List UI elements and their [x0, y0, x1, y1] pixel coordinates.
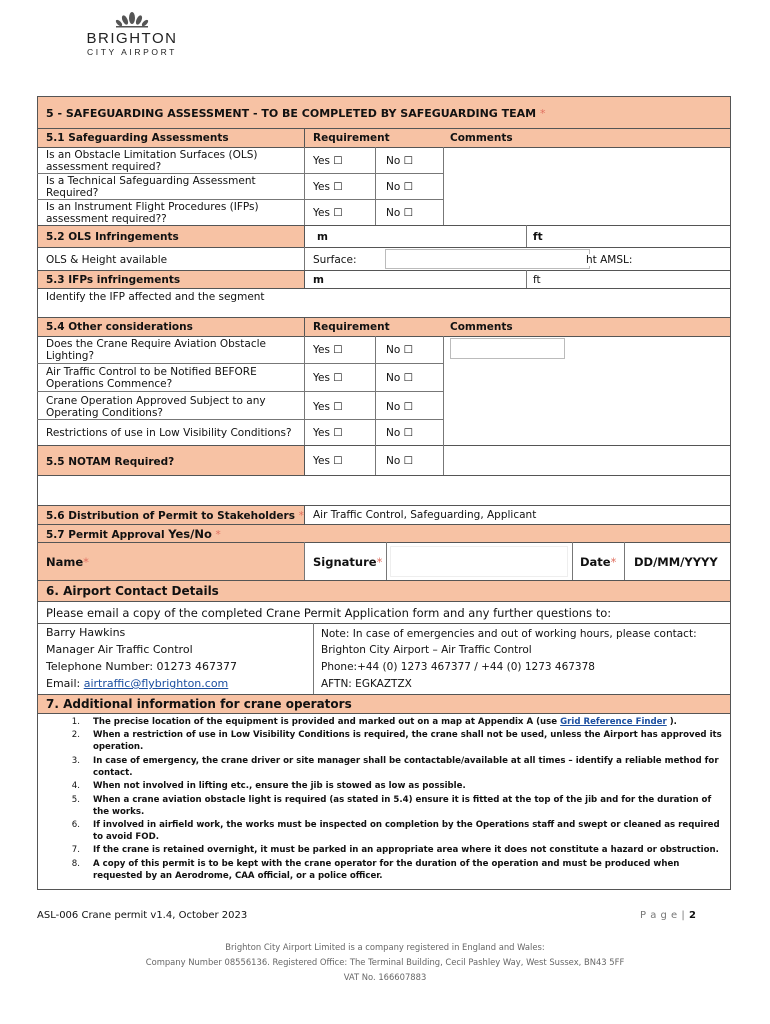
s57-signature-input[interactable]	[390, 546, 568, 577]
s57-signature-label: Signature	[313, 555, 377, 569]
s57-date-label: Date	[580, 555, 611, 569]
s51-q2-yes[interactable]: Yes ☐	[313, 181, 343, 193]
logo-line1: BRIGHTON	[86, 30, 178, 47]
s54-q2-no[interactable]: No ☐	[386, 372, 414, 384]
emergency-org: Brighton City Airport – Air Traffic Control	[321, 644, 532, 656]
s51-q1: Is an Obstacle Limitation Surfaces (OLS) assessment required?	[46, 149, 258, 173]
s54-col-comments: Comments	[450, 321, 513, 333]
s57-date-value[interactable]: DD/MM/YYYY	[634, 555, 718, 569]
s54-q1: Does the Crane Require Aviation Obstacle Lighting?	[46, 338, 266, 362]
s55-yes[interactable]: Yes ☐	[313, 455, 343, 467]
company-line-1: Brighton City Airport Limited is a company registered in England and Wales:	[225, 942, 545, 952]
note-item: 8. A copy of this permit is to be kept with the crane operator for the duration of the operation and must be produced when requested by an Aerodrome, CAA official, or a police officer.	[71, 858, 680, 881]
blank-row	[37, 475, 731, 506]
s53-unit-m: m	[313, 274, 324, 286]
s51-q2-no[interactable]: No ☐	[386, 181, 414, 193]
s55-no[interactable]: No ☐	[386, 455, 414, 467]
s52-surface-label: Surface:	[313, 254, 357, 266]
s53-units-cell	[304, 270, 731, 289]
section5-header: 5 - SAFEGUARDING ASSESSMENT - TO BE COMPLETED BY SAFEGUARDING TEAM *	[37, 96, 731, 129]
s54-col-header-cell	[304, 317, 731, 337]
note-item: 4. When not involved in lifting etc., ensure the jib is stowed as low as possible.	[71, 781, 466, 792]
section5-title: 5 - SAFEGUARDING ASSESSMENT - TO BE COMPLETED BY SAFEGUARDING TEAM	[46, 107, 537, 120]
s54-q3: Crane Operation Approved Subject to any Operating Conditions?	[46, 395, 266, 419]
contact-role: Manager Air Traffic Control	[46, 643, 193, 656]
s51-col-comments: Comments	[450, 132, 513, 144]
section7-header	[37, 694, 731, 714]
s54-q4-no[interactable]: No ☐	[386, 427, 414, 439]
s55-heading-cell	[37, 445, 305, 476]
s55-heading: 5.5 NOTAM Required?	[46, 456, 175, 468]
section7-title: 7. Additional information for crane operators	[46, 697, 352, 711]
s54-q3-no[interactable]: No ☐	[386, 401, 414, 413]
s52-heading: 5.2 OLS Infringements	[46, 231, 179, 243]
s54-col-requirement: Requirement	[313, 321, 390, 333]
s51-q1-yes[interactable]: Yes ☐	[313, 155, 343, 167]
s52-surface-input[interactable]	[385, 249, 590, 269]
s52-row-label: OLS & Height available	[46, 254, 168, 266]
s55-answer-cell	[304, 445, 731, 476]
contact-email-label: Email:	[46, 677, 84, 690]
s53-row-label: Identify the IFP affected and the segment	[46, 291, 265, 303]
s51-q3-yes[interactable]: Yes ☐	[313, 207, 343, 219]
s51-col-requirement: Requirement	[313, 132, 390, 144]
airport-logo	[82, 12, 182, 57]
s53-unit-ft: ft	[533, 274, 541, 286]
section6-header	[37, 580, 731, 602]
s57-name-label: Name	[46, 555, 84, 569]
s51-heading: 5.1 Safeguarding Assessments	[46, 132, 229, 144]
company-line-2: Company Number 08556136. Registered Office: The Terminal Building, Cecil Pashley Way, West Sussex, BN43 5FF	[145, 957, 625, 967]
s56-heading: 5.6 Distribution of Permit to Stakeholders	[46, 510, 295, 522]
emergency-note: Note: In case of emergencies and out of working hours, please contact:	[321, 628, 697, 640]
s51-heading-cell	[37, 128, 305, 148]
logo-line2: CITY AIRPORT	[87, 47, 177, 57]
s53-heading: 5.3 IFPs infringements	[46, 274, 181, 286]
s54-q1-no[interactable]: No ☐	[386, 344, 414, 356]
s52-units-cell	[304, 225, 731, 248]
emergency-aftn: AFTN: EGKAZTZX	[321, 678, 412, 690]
s54-comments-input[interactable]	[450, 338, 565, 359]
s52-heading-cell	[37, 225, 305, 248]
crane-operator-notes	[64, 716, 726, 883]
s57-yesno: Yes/No	[168, 527, 212, 541]
s51-q1-no[interactable]: No ☐	[386, 155, 414, 167]
note-item: 1. The precise location of the equipment is provided and marked out on a map at Appendix A (use Grid Reference Finder ).	[71, 717, 677, 727]
s57-heading: 5.7 Permit Approval	[46, 529, 165, 541]
note-item: 3. In case of emergency, the crane driver or site manager shall be contactable/available at all times – identify a reliable method for contact.	[71, 755, 719, 778]
s54-q3-yes[interactable]: Yes ☐	[313, 401, 343, 413]
s56-value-cell	[304, 505, 731, 525]
s54-heading: 5.4 Other considerations	[46, 321, 193, 333]
note-item: 5. When a crane aviation obstacle light is required (as stated in 5.4) ensure it is fitted at the top of the jib and for the duration of the works.	[71, 794, 712, 817]
s57-heading-cell: 5.7 Permit Approval Yes/No *	[37, 524, 731, 543]
page-number: 2	[688, 910, 697, 921]
company-line-3: VAT No. 166607883	[343, 972, 427, 982]
s54-q4-yes[interactable]: Yes ☐	[313, 427, 343, 439]
grid-reference-finder-link[interactable]: Grid Reference Finder	[560, 717, 667, 727]
crown-icon	[110, 12, 154, 28]
contact-name: Barry Hawkins	[46, 626, 126, 639]
section6-intro-row	[37, 601, 731, 624]
s54-q2-yes[interactable]: Yes ☐	[313, 372, 343, 384]
s53-heading-cell	[37, 270, 305, 289]
emergency-phone: Phone:+44 (0) 1273 467377 / +44 (0) 1273 467378	[321, 661, 595, 673]
s51-q3: Is an Instrument Flight Procedures (IFPs) assessment required??	[46, 201, 259, 225]
s52-unit-ft: ft	[533, 231, 543, 243]
doc-reference: ASL-006 Crane permit v1.4, October 2023	[37, 910, 248, 921]
s51-col-header-cell	[304, 128, 731, 148]
s56-value: Air Traffic Control, Safeguarding, Applicant	[313, 509, 537, 521]
s51-q2: Is a Technical Safeguarding Assessment Required?	[46, 175, 256, 199]
note-item: 7. If the crane is retained overnight, it must be parked in an appropriate area where it does not constitute a hazard or obstruction.	[71, 845, 719, 856]
contact-phone: Telephone Number: 01273 467377	[46, 660, 238, 673]
s54-q2: Air Traffic Control to be Notified BEFORE Operations Commence?	[46, 366, 257, 390]
s52-unit-m: m	[317, 231, 328, 243]
s56-heading-cell: 5.6 Distribution of Permit to Stakeholders *	[37, 505, 305, 525]
s51-q3-no[interactable]: No ☐	[386, 207, 414, 219]
page-label: P a g e	[640, 910, 678, 921]
contact-email-link[interactable]: airtraffic@flybrighton.com	[83, 677, 229, 690]
note-item: 2. When a restriction of use in Low Visibility Conditions is required, the crane shall not be used, unless the Airport has approved its operation.	[71, 730, 722, 753]
s54-q4: Restrictions of use in Low Visibility Conditions?	[46, 427, 292, 439]
s52-amsl-label: ht AMSL:	[586, 254, 633, 266]
s54-q1-yes[interactable]: Yes ☐	[313, 344, 343, 356]
section6-intro: Please email a copy of the completed Crane Permit Application form and any further questions to:	[46, 606, 612, 620]
section6-title: 6. Airport Contact Details	[46, 584, 219, 598]
s54-heading-cell	[37, 317, 305, 337]
note-item: 6. If involved in airfield work, the works must be inspected on completion by the Operations staff and swept or cleaned as required to avoid FOD.	[71, 819, 720, 842]
